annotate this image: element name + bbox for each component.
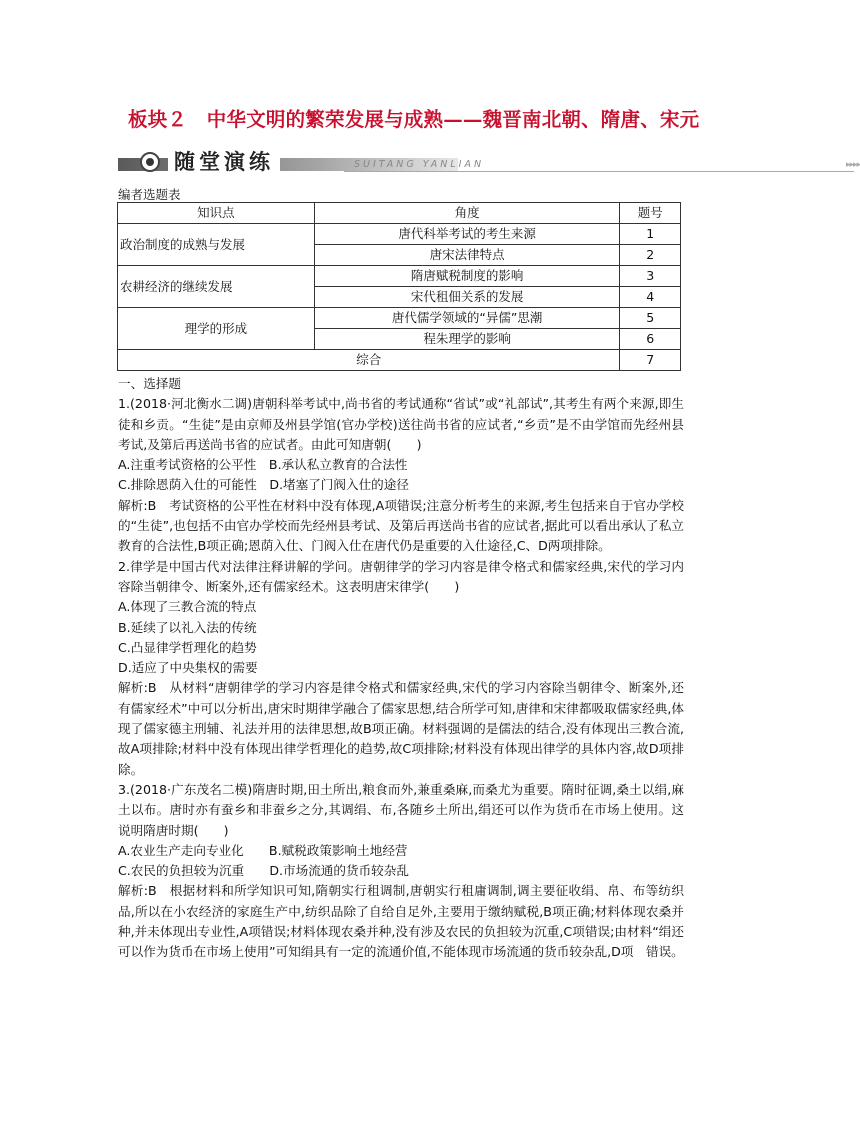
number-cell: 4: [620, 287, 681, 308]
header-angle: 角度: [314, 203, 620, 224]
topic-table: [117, 202, 681, 371]
banner-title: 随堂演练: [168, 146, 280, 176]
table-row: [118, 224, 681, 245]
question-stem: 3.(2018·广东茂名二模)隋唐时期,田土所出,粮食而外,兼重桑麻,而桑尤为重要。隋时征调,桑土以绢,麻土以布。唐时亦有蚕乡和非蚕乡之分,其调绢、布,各随乡土所出,绢还可以作为货币在市场上使用。这说明隋唐时期( ): [118, 781, 684, 838]
table-row: [118, 308, 681, 329]
section-heading: 一、选择题: [118, 376, 181, 391]
page-title: 板块２ 中华文明的繁荣发展与成熟——魏晋南北朝、隋唐、宋元: [128, 108, 700, 131]
question-options: C.农民的负担较为沉重 D.市场流通的货币较杂乱: [118, 863, 409, 879]
question-option: C.凸显律学哲理化的趋势: [118, 639, 257, 655]
question-option: D.适应了中央集权的需要: [118, 660, 258, 676]
question-option: A.体现了三教合流的特点: [118, 599, 257, 615]
bullseye-icon: [140, 152, 160, 172]
angle-cell: 程朱理学的影响: [314, 329, 620, 350]
table-row: [118, 266, 681, 287]
section-banner: [118, 146, 860, 174]
table-header-row: [118, 203, 681, 224]
answer-analysis: 解析:B 从材料“唐朝律学的学习内容是律令格式和儒家经典,宋代的学习内容除当朝律令、断案外,还有儒家经术”中可以分析出,唐宋时期律学融合了儒家思想,结合所学可知,唐律和宋律都吸取儒家经典,体现了儒家德主刑辅、礼法并用的法律思想,故B项正确。材料强调的是儒法的结合,没有体现出三教合流,故A项排除;材料中没有体现出律学哲理化的趋势,故C项排除;材料没有体现出律学的具体内容,故D项排除。: [118, 680, 684, 777]
table-summary-row: [118, 350, 681, 371]
knowledge-cell: 政治制度的成熟与发展: [118, 224, 315, 266]
knowledge-cell: 农耕经济的继续发展: [118, 266, 315, 308]
banner-rule: [344, 171, 854, 172]
angle-cell: 唐宋法律特点: [314, 245, 620, 266]
question-options: C.排除恩荫入仕的可能性 D.堵塞了门阀入仕的途径: [118, 477, 409, 493]
number-cell: 5: [620, 308, 681, 329]
summary-label-cell: 综合: [118, 350, 620, 371]
answer-analysis: 解析:B 根据材料和所学知识可知,隋朝实行租调制,唐朝实行租庸调制,调主要征收绢、帛、布等纺织品,所以在小农经济的家庭生产中,纺织品除了自给自足外,主要用于缴纳赋税,B项正确;材料体现农桑并种,并未体现出专业性,A项错误;材料体现农桑并种,没有涉及农民的负担较为沉重,C项错误;由材料“绢还可以作为货币在市场上使用”可知绢具有一定的流通价值,不能体现市场流通的货币较杂乱,D项 错误。: [118, 883, 684, 960]
banner-pinyin: SUITANG YANLIAN: [354, 159, 485, 170]
angle-cell: 隋唐赋税制度的影响: [314, 266, 620, 287]
triple-arrow-icon: ▸▸▸▸: [846, 160, 860, 170]
header-number: 题号: [620, 203, 681, 224]
angle-cell: 唐代儒学领域的“异儒”思潮: [314, 308, 620, 329]
number-cell: 3: [620, 266, 681, 287]
question-option: B.延续了以礼入法的传统: [118, 619, 257, 635]
number-cell: 1: [620, 224, 681, 245]
number-cell: 2: [620, 245, 681, 266]
number-cell: 7: [620, 350, 681, 371]
question-options: A.农业生产走向专业化 B.赋税政策影响土地经营: [118, 842, 408, 858]
angle-cell: 宋代租佃关系的发展: [314, 287, 620, 308]
angle-cell: 唐代科举考试的考生来源: [314, 224, 620, 245]
question-content: [118, 374, 684, 963]
question-stem: 2.律学是中国古代对法律注释讲解的学问。唐朝律学的学习内容是律令格式和儒家经典,宋代的学习内容除当朝律令、断案外,还有儒家经术。这表明唐宋律学( ): [118, 558, 684, 594]
answer-analysis: 解析:B 考试资格的公平性在材料中没有体现,A项错误;注意分析考生的来源,考生包括来自于官办学校的“生徒”,也包括不由官办学校而先经州县考试、及第后再送尚书省的应试者,据此可以看出承认了私立教育的合法性,B项正确;恩荫入仕、门阀入仕在唐代仍是重要的入仕途径,C、D两项排除。: [118, 497, 684, 554]
knowledge-cell: 理学的形成: [118, 308, 315, 350]
table-caption: 编者选题表: [118, 187, 181, 202]
question-options: A.注重考试资格的公平性 B.承认私立教育的合法性: [118, 457, 408, 473]
number-cell: 6: [620, 329, 681, 350]
header-knowledge: 知识点: [118, 203, 315, 224]
question-stem: 1.(2018·河北衡水二调)唐朝科举考试中,尚书省的考试通称“省试”或“礼部试”,其考生有两个来源,即生徒和乡贡。“生徒”是由京师及州县学馆(官办学校)送往尚书省的应试者,“乡贡”是不由学馆而先经州县考试,及第后再送尚书省的应试者。由此可知唐朝( ): [118, 396, 684, 452]
